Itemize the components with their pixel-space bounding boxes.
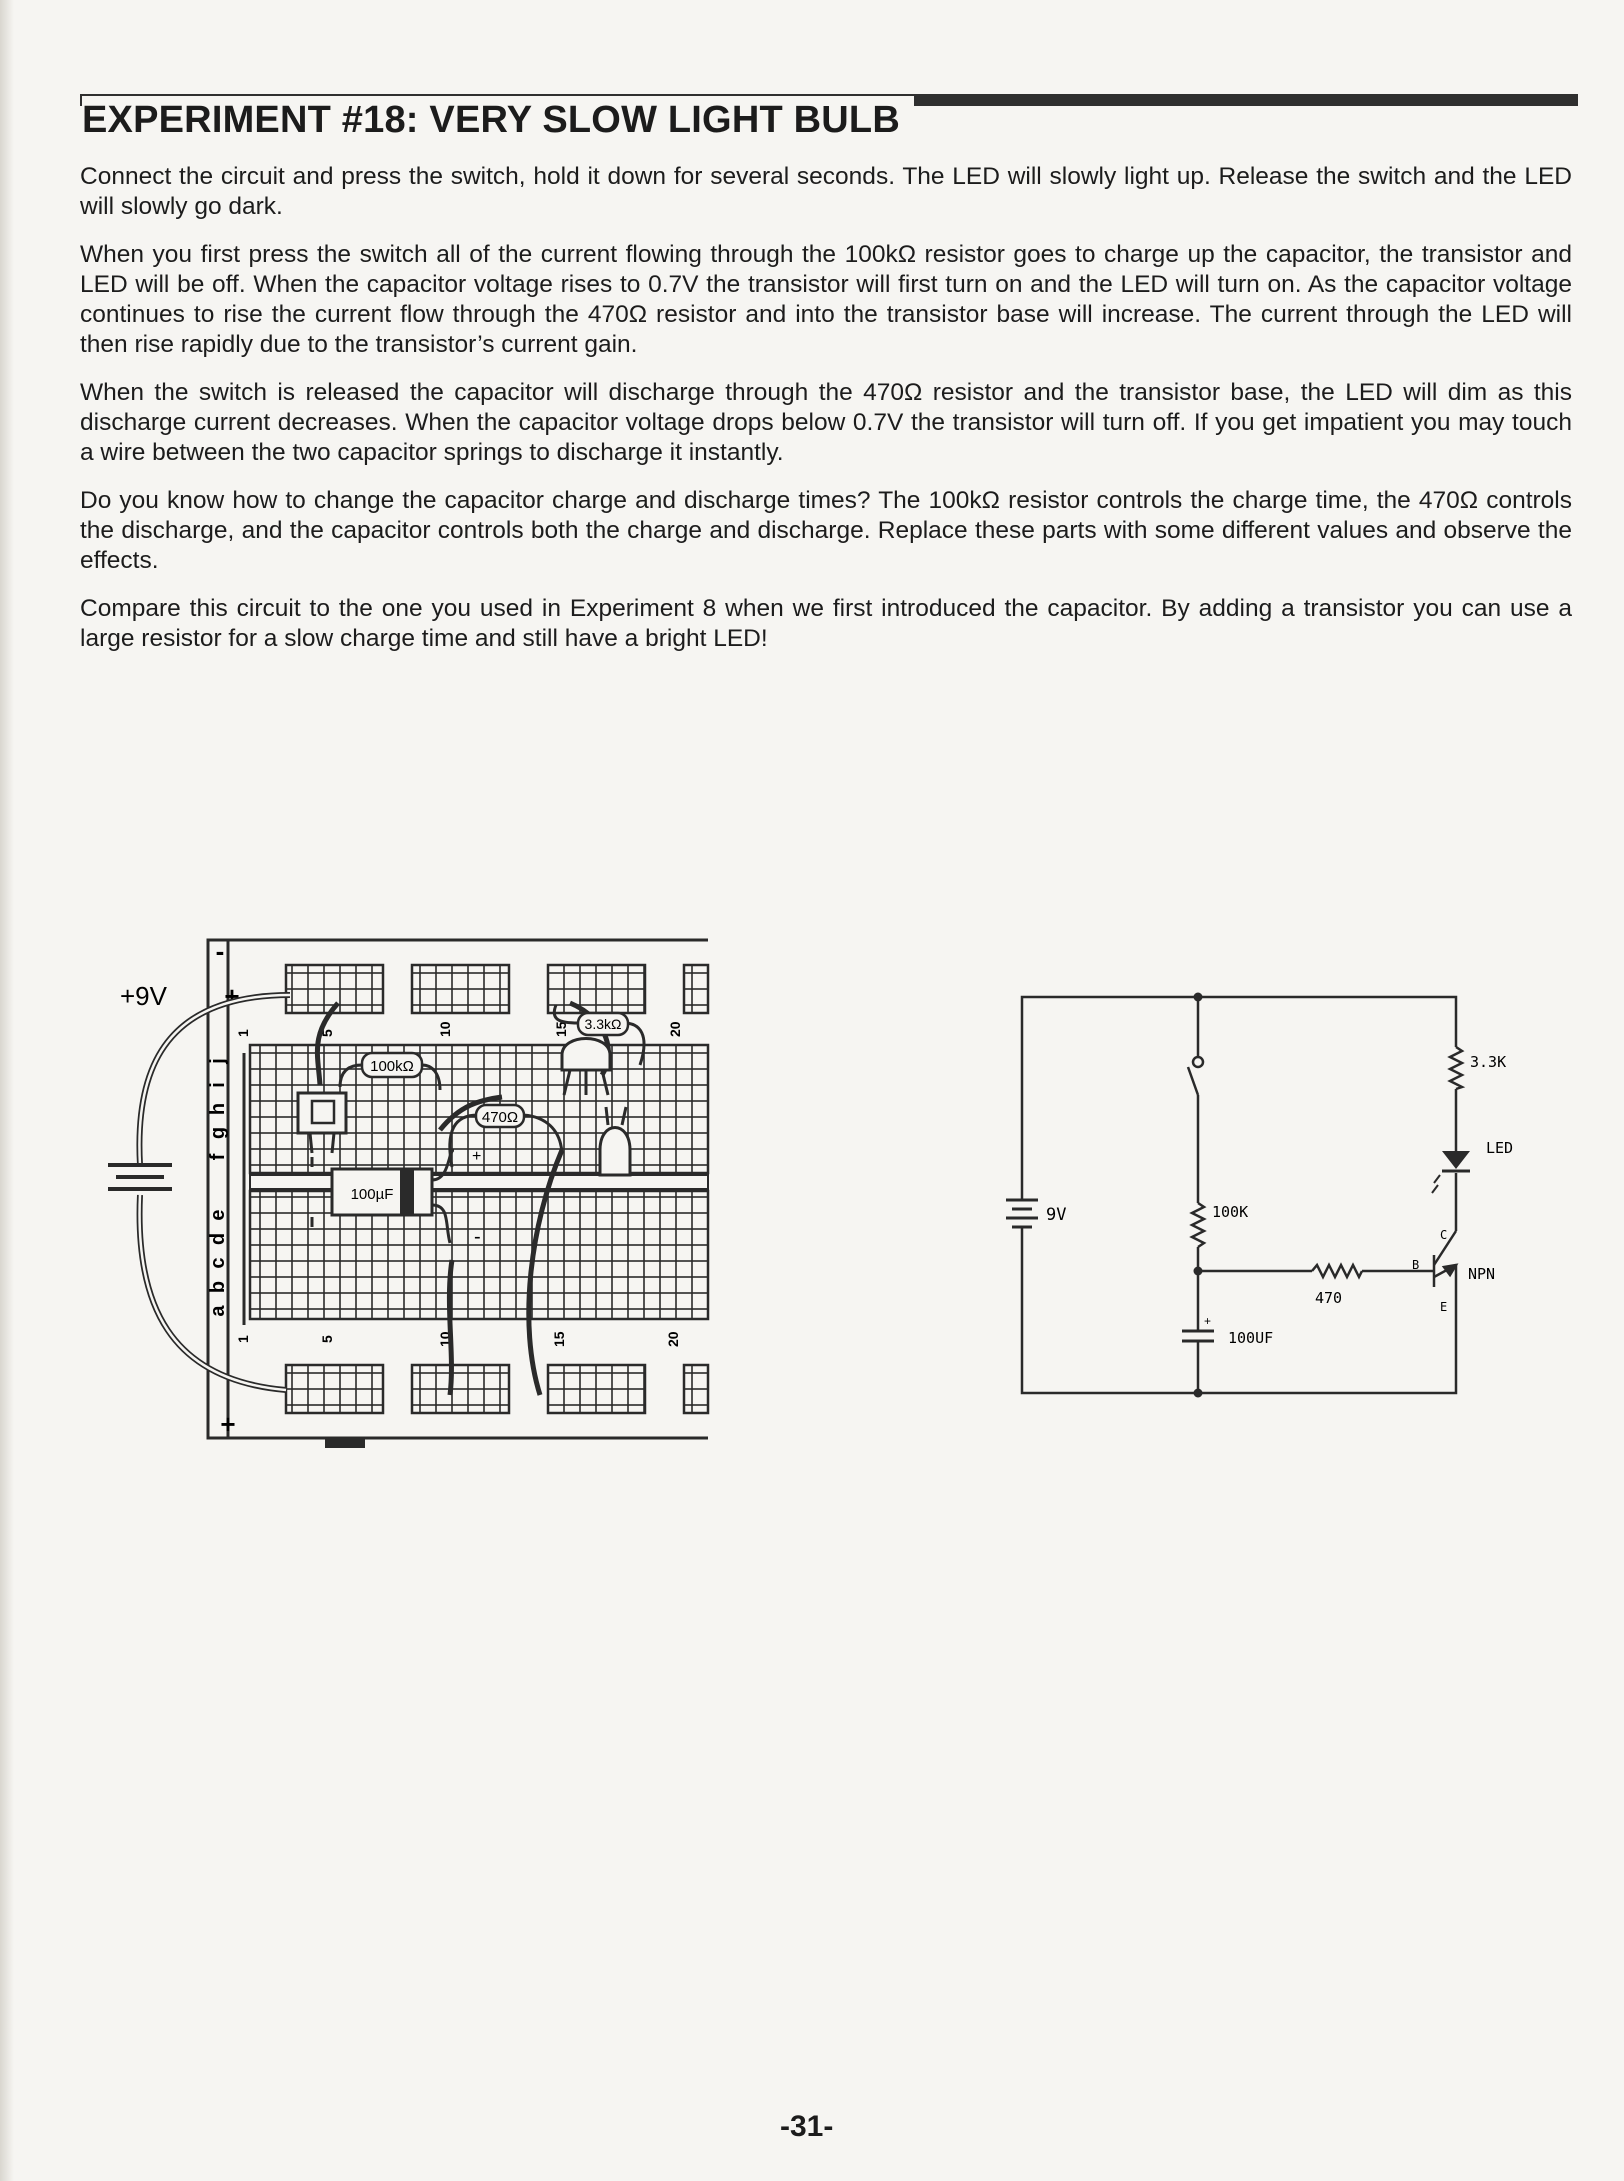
- row-g: g: [207, 1126, 229, 1140]
- resistor-100k-label: 100kΩ: [370, 1058, 414, 1075]
- row-b: b: [207, 1280, 229, 1294]
- row-a: a: [207, 1305, 229, 1317]
- row-e: e: [207, 1209, 229, 1221]
- battery-symbol-bb: [108, 1165, 172, 1189]
- paragraph-5: Compare this circuit to the one you used in Experiment 8 when we first introduced the capacitor. By adding a transistor you can use a large resistor for a slow charge time and still have a bright LED!: [80, 595, 1572, 652]
- capacitor-label-bb: 100µF: [350, 1186, 394, 1203]
- row-i: i: [207, 1082, 229, 1088]
- page-edge: [0, 0, 14, 2181]
- col-20-bottom: 20: [665, 1331, 681, 1347]
- col-1-top: 1: [235, 1029, 251, 1037]
- capacitor-symbol: [1182, 1331, 1214, 1341]
- supply-label: +9V: [120, 981, 167, 1011]
- breadboard-diagram: [100, 925, 720, 1465]
- col-15-bottom: 15: [551, 1331, 567, 1347]
- paragraph-3: When the switch is released the capacitor will discharge through the 470Ω resistor and the transistor base, the LED will dim as this discharge current decreases. When the capacitor voltage drops below 0.7V the transistor will turn off. If you get impatient you may touch a wire between the two capacitor springs to discharge it instantly.: [80, 379, 1572, 466]
- row-j: j: [207, 1058, 229, 1064]
- col-20-top: 20: [667, 1021, 683, 1037]
- r3-label: 3.3K: [1470, 1053, 1507, 1071]
- col-5-bottom: 5: [319, 1335, 335, 1343]
- cap-minus-bb: -: [474, 1226, 481, 1248]
- r1-label: 100K: [1212, 1203, 1249, 1221]
- resistor-3k3-label: 3.3kΩ: [584, 1016, 622, 1032]
- col-10-bottom: 10: [437, 1331, 453, 1347]
- col-1-bottom: 1: [235, 1335, 251, 1343]
- led-symbol: [1432, 1151, 1470, 1193]
- switch-symbol: [1188, 1057, 1203, 1095]
- lower-terminal-block: [250, 1191, 708, 1319]
- top-power-rail: [286, 965, 708, 1013]
- pin-c-label: C: [1440, 1228, 1448, 1242]
- resistor-3k3-symbol: [1450, 1047, 1462, 1089]
- top-rail-minus: -: [215, 936, 225, 966]
- row-letters: [207, 1058, 229, 1316]
- cap-plus-label: +: [1204, 1314, 1212, 1328]
- r2-label: 470: [1315, 1289, 1343, 1307]
- resistor-100k-symbol: [1192, 1203, 1204, 1247]
- resistor-470-label: 470Ω: [481, 1109, 519, 1126]
- body-text: [80, 162, 1572, 672]
- page-number: -31-: [780, 2110, 834, 2143]
- led-label: LED: [1486, 1139, 1514, 1157]
- battery-symbol: [1006, 1200, 1038, 1227]
- row-d: d: [207, 1232, 229, 1246]
- paragraph-4: Do you know how to change the capacitor charge and discharge times? The 100kΩ resistor controls the charge time, the 470Ω controls the discharge, and the capacitor controls both the charge and discharge. Replace these parts with some different values and observe the effects.: [80, 487, 1572, 574]
- page-title: EXPERIMENT #18: VERY SLOW LIGHT BULB: [82, 96, 914, 144]
- col-15-top: 15: [553, 1021, 569, 1037]
- battery-label: 9V: [1046, 1205, 1067, 1225]
- capacitor-label: 100UF: [1228, 1329, 1274, 1347]
- pin-e-label: E: [1440, 1300, 1448, 1314]
- schematic-diagram: [990, 975, 1550, 1415]
- paragraph-2: When you first press the switch all of the current flowing through the 100kΩ resistor goes to charge up the capacitor, the transistor and LED will be off. When the capacitor voltage rises to 0.7V the transistor will first turn on and the LED will turn on. As the capacitor voltage continues to rise the current flow through the 470Ω resistor and into the transistor base will increase. The current through the LED will then rise rapidly due to the transistor’s current gain.: [80, 241, 1572, 358]
- col-10-top: 10: [437, 1021, 453, 1037]
- bottom-power-rail: [286, 1365, 708, 1413]
- col-5-top: 5: [319, 1029, 335, 1037]
- bottom-rail-plus: +: [220, 1409, 236, 1439]
- resistor-470-symbol: [1312, 1265, 1362, 1277]
- row-f: f: [207, 1153, 229, 1161]
- paragraph-1: Connect the circuit and press the switch, hold it down for several seconds. The LED will slowly light up. Release the switch and the LED will slowly go dark.: [80, 163, 1572, 220]
- top-rail-plus: +: [224, 981, 240, 1011]
- cap-plus-bb: +: [472, 1148, 482, 1165]
- bottom-rail-minus: -: [227, 1361, 237, 1391]
- board-tab: [325, 1438, 365, 1448]
- pin-b-label: B: [1412, 1258, 1420, 1272]
- row-h: h: [207, 1102, 229, 1116]
- row-c: c: [207, 1257, 229, 1269]
- npn-label: NPN: [1468, 1265, 1496, 1283]
